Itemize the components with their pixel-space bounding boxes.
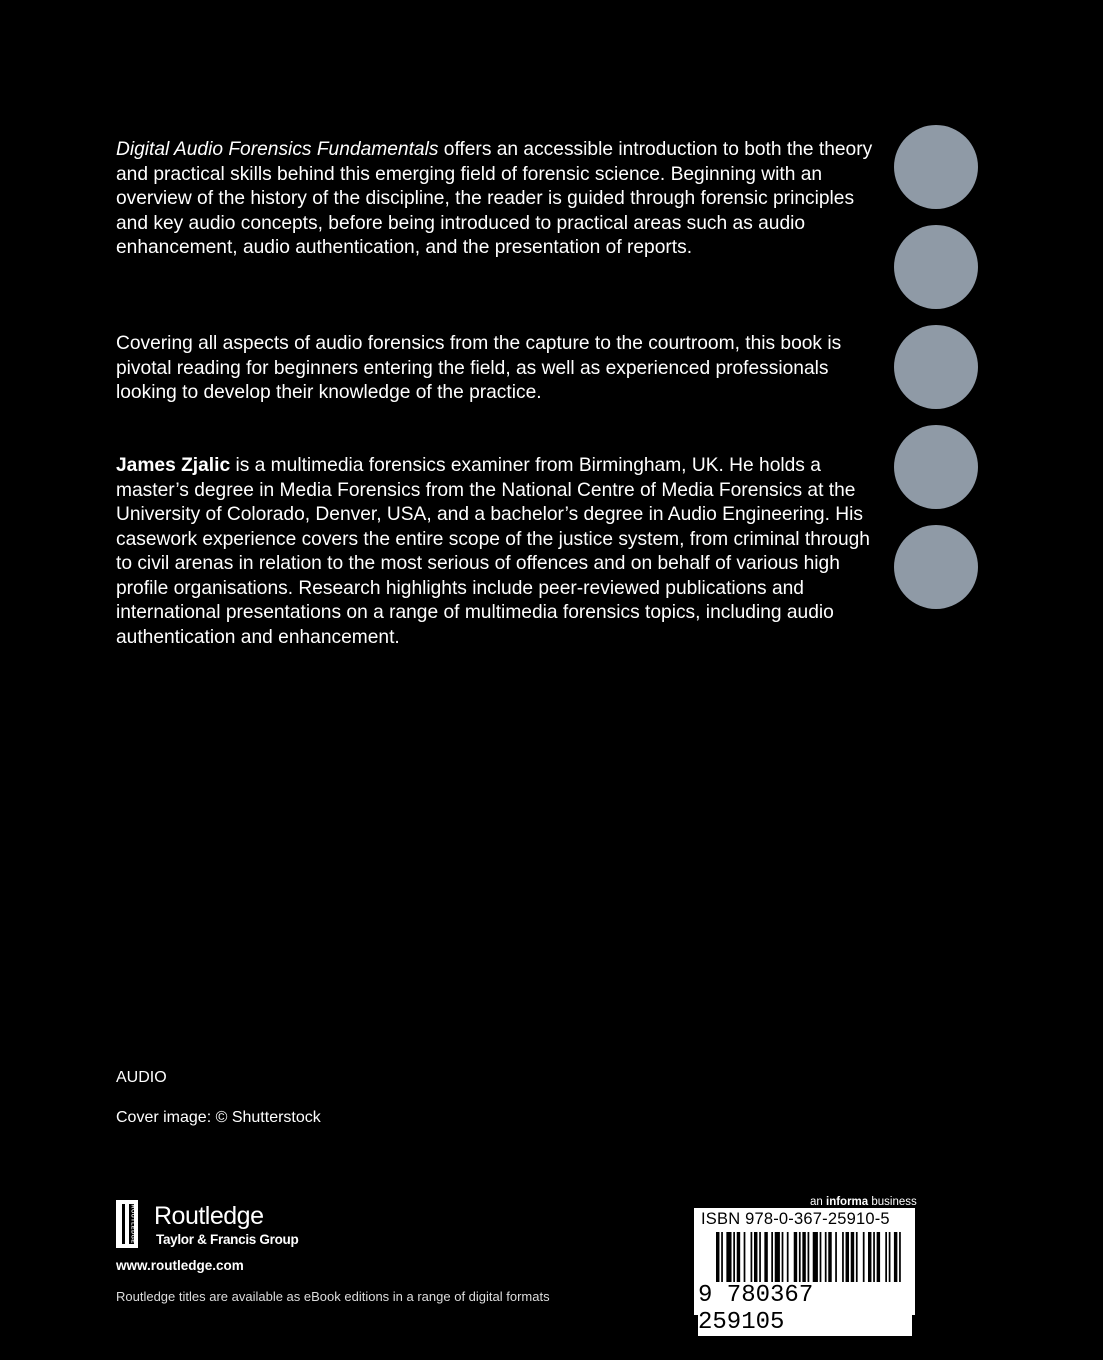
- blurb-text-2: Covering all aspects of audio forensics from the capture to the courtroom, this book is pivotal reading for beginners entering the field, as well as experienced professionals looking to develop their knowledge of the practice.: [116, 333, 842, 403]
- publisher-website: www.routledge.com: [116, 1258, 244, 1273]
- blurb-paragraph-1: [116, 138, 876, 261]
- author-bio: [116, 454, 876, 650]
- decorative-circle-2: [894, 225, 978, 309]
- decorative-circle-1: [894, 125, 978, 209]
- routledge-logo: [116, 1200, 316, 1252]
- author-bio-text: is a multimedia forensics examiner from Birmingham, UK. He holds a master’s degree in Media Forensics from the National Centre of Media Forensics at the University of Colorado, Denver, USA, and a bachelor’s degree in Audio Engineering. His casework experience covers the entire scope of the justice system, from criminal through to civil arenas in relation to the most serious of offences and on behalf of various high profile organisations. Research highlights include peer-reviewed publications and international presentations on a range of multimedia forensics topics, including audio authentication and enhancement.: [116, 455, 870, 648]
- informa-prefix: an: [810, 1196, 826, 1208]
- blurb-text-1: offers an accessible introduction to both the theory and practical skills behind this emerging field of forensic science. Beginning with an overview of the history of the discipline, the reader is guided through forensic principles and key audio concepts, before being introduced to practical areas such as audio enhancement, audio authentication, and the presentation of reports.: [116, 139, 873, 258]
- logo-vertical-text: ROUTLEDGE: [129, 1204, 136, 1244]
- barcode-digits: 9 780367 259105: [698, 1282, 912, 1336]
- decorative-circle-4: [894, 425, 978, 509]
- blurb-paragraph-2: [116, 332, 876, 406]
- ebook-note: Routledge titles are available as eBook editions in a range of digital formats: [116, 1289, 550, 1304]
- informa-suffix: business: [868, 1196, 917, 1208]
- cover-image-credit: Cover image: © Shutterstock: [116, 1109, 321, 1126]
- decorative-circle-3: [894, 325, 978, 409]
- book-title: Digital Audio Forensics Fundamentals: [116, 139, 439, 160]
- author-name: James Zjalic: [116, 455, 231, 476]
- publisher-name: Routledge: [154, 1202, 264, 1230]
- informa-business-tag: [810, 1196, 917, 1208]
- decorative-circle-5: [894, 525, 978, 609]
- informa-brand: informa: [826, 1196, 869, 1208]
- subject-category: AUDIO: [116, 1069, 167, 1086]
- routledge-logo-mark: [116, 1200, 138, 1248]
- isbn-barcode: [694, 1208, 915, 1336]
- isbn-label: ISBN 978-0-367-25910-5: [701, 1210, 890, 1228]
- publisher-group: Taylor & Francis Group: [156, 1232, 299, 1247]
